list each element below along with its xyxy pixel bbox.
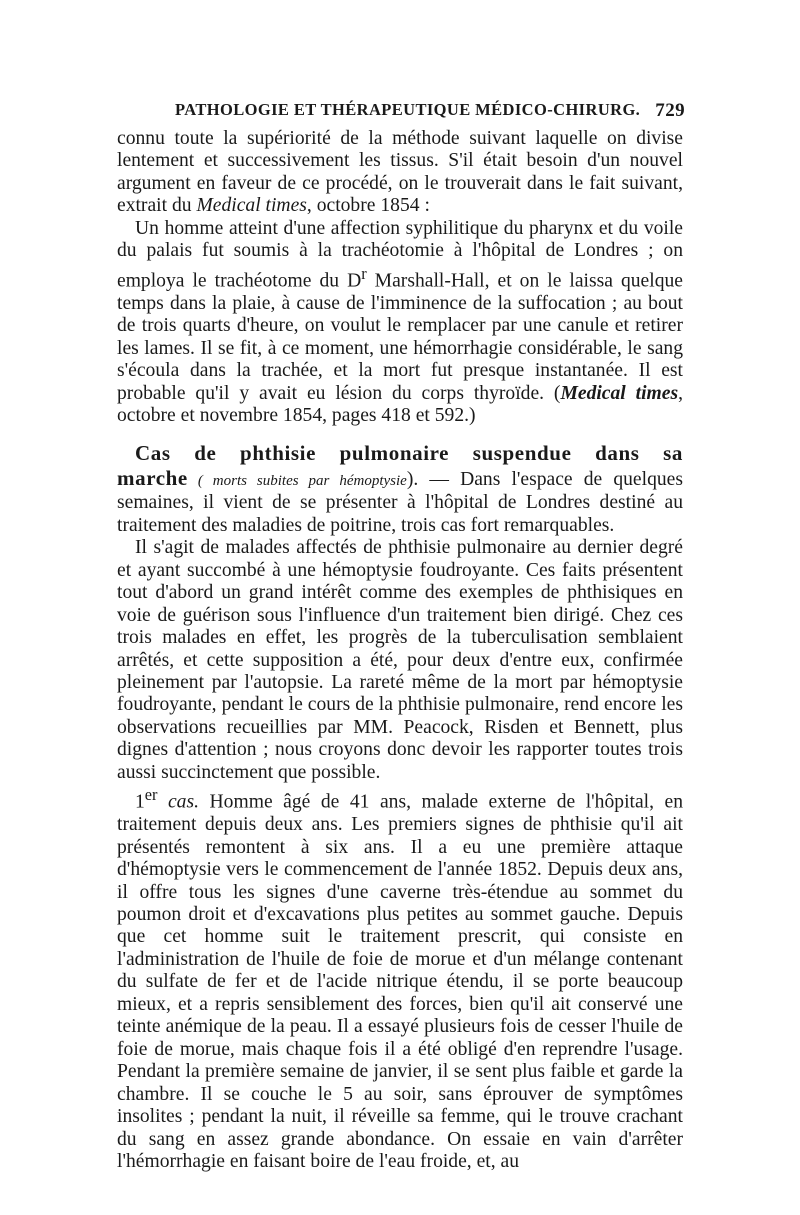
source-title: Medical times [560,382,679,404]
section-subtitle-close: ). — [406,468,461,490]
paragraph-2 [117,218,683,428]
paragraph-1-text-a: connu toute la supériorité de la méthode suivant laquelle on divise lentement et successivement les tissus. S'il était besoin d'un nouvel argument en faveur de ce procédé, on le trouverait dans le fait suivant, extrait du [117,128,683,217]
page-header [175,100,685,120]
paragraph-1 [117,128,683,218]
paragraph-1-text-b: , octobre 1854 : [306,195,430,217]
paragraph-4-text: Il s'agit de malades affectés de phthisie pulmonaire au dernier degré et ayant succombé à une hémoptysie foudroyante. Ces faits présentent tout d'abord un grand intérêt comme des exemples de phthisiques en voie de guérison sous l'influence d'un traitement bien dirigé. Chez ces trois malades en effet, les progrès de la tuberculisation semblaient arrêtés, et cette supposition a été, pour deux d'entre eux, confirmée pleinement par l'autopsie. La rareté même de la mort par hémoptysie foudroyante, pendant le cours de la phthisie pulmonaire, rend encore les observations recueillies par MM. Peacock, Risden et Bennett, plus dignes d'attention ; nous croyons donc devoir les rapporter toutes trois aussi succinctement que possible. [117,537,683,783]
page-number: 729 [655,100,685,121]
paragraph-3 [117,442,683,537]
paragraph-5 [117,784,683,1173]
paragraph-2-text-a: Un homme atteint d'une affection syphilitique du pharynx et du voile du palais fut soumis à la trachéotomie à l'hôpital de Londres ; on employa le trachéotome du D [117,217,683,292]
source-title: Medical times [196,195,307,217]
paragraph-3-text: Dans l'espace de quelques semaines, il vient de se présenter à l'hôpital de Londres destiné au traitement des maladies de poitrine, trois cas fort remarquables. [117,468,683,536]
paragraph-2-text-b: Marshall-Hall, et on le laissa quelque temps dans la plaie, à cause de l'imminence de la suffocation ; au bout de trois quarts d'heure, on voulut le remplacer par une canule et retirer les lames. Il se fit, à ce moment, une hémorrhagie considérable, le sang s'écoula dans la trachée, et la mort fut presque instantanée. Il est probable qu'il y avait eu lésion du corps thyroïde. ( [117,270,683,404]
running-title: PATHOLOGIE ET THÉRAPEUTIQUE MÉDICO-CHIRURG. [175,100,641,119]
paragraph-4 [117,537,683,784]
page-body [117,128,683,1173]
section-subtitle-open: ( [187,472,213,489]
section-title: Cas de phthisie pulmonaire suspendue dans sa marche [117,441,683,490]
case-ordinal: 1 [135,791,145,813]
title-abbrev-sup: r [361,263,367,283]
case-label: cas. [157,791,200,813]
section-subtitle: morts subites par hémoptysie [212,472,407,489]
paragraph-5-text: Homme âgé de 41 ans, malade externe de l'hôpital, en traitement depuis deux ans. Les premiers signes de phthisie qu'il ait présentés remontent à six ans. Il a eu une première attaque d'hémoptysie vers le commencement de l'année 1852. Depuis deux ans, il offre tous les signes d'une caverne très-étendue au sommet du poumon droit et d'excavations plus petites au sommet gauche. Depuis que cet homme suit le traitement prescrit, qui consiste en l'administration de l'huile de foie de morue et d'un mélange contenant du sulfate de fer et de l'acide nitrique étendu, il se porte beaucoup mieux, et a repris sensiblement des forces, bien qu'il ait conservé une teinte anémique de la peau. Il a essayé plusieurs fois de cesser l'huile de foie de morue, mais chaque fois il a été obligé d'en reprendre l'usage. Pendant la première semaine de janvier, il se sent plus faible et garde la chambre. Il se couche le 5 au soir, sans éprouver de symptômes insolites ; pendant la nuit, il réveille sa femme, qui le trouve crachant du sang en assez grande abondance. On essaie en vain d'arrêter l'hémorrhagie en faisant boire de l'eau froide, et, au [117,791,684,1172]
case-ordinal-sup: er [144,785,158,805]
paragraph-2-text-c: , octobre et novembre 1854, pages 418 et 592.) [117,382,683,426]
